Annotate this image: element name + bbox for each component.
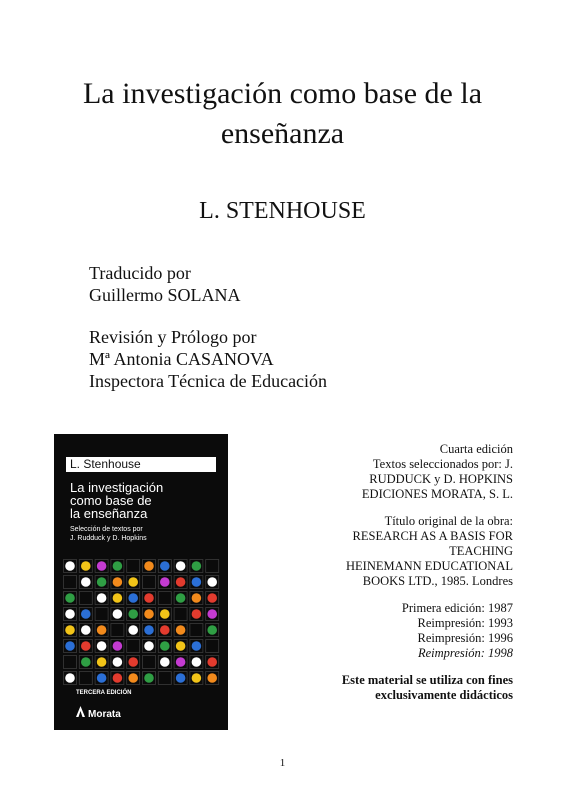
cover-dot (176, 593, 186, 603)
page-title (40, 74, 525, 154)
cover-dot (176, 673, 186, 683)
selected-by-line-2: RUDDUCK y D. HOPKINS (369, 472, 513, 486)
cover-dot (81, 609, 91, 619)
cover-publisher (76, 706, 121, 720)
cover-dot (81, 625, 91, 635)
cover-title (70, 481, 220, 520)
cover-dot (113, 641, 123, 651)
cover-dot (160, 561, 170, 571)
original-publisher-line-1: HEINEMANN EDUCATIONAL (346, 559, 513, 573)
cover-edition: TERCERA EDICIÓN (76, 690, 132, 696)
translation-credit (89, 262, 327, 306)
cover-dot (97, 593, 107, 603)
cover-dot (128, 609, 138, 619)
cover-dot (192, 593, 202, 603)
cover-dot (113, 593, 123, 603)
title-line-1: La investigación como base de la (82, 77, 483, 110)
cover-dot (192, 561, 202, 571)
cover-dot (160, 641, 170, 651)
cover-dot (176, 577, 186, 587)
edition-block (273, 442, 513, 502)
cover-dot (207, 577, 217, 587)
cover-dot (192, 657, 202, 667)
cover-dot (97, 561, 107, 571)
cover-dot (160, 577, 170, 587)
cover-dot (192, 673, 202, 683)
printing-history-item: Reimpresión: 1996 (417, 631, 513, 645)
page-number: 1 (279, 757, 286, 769)
translation-label: Traducido por (89, 263, 191, 283)
original-title-block (273, 514, 513, 589)
cover-dot (207, 657, 217, 667)
usage-note-line-1: Este material se utiliza con fines (341, 673, 513, 687)
cover-dot (65, 609, 75, 619)
original-title-line-2: TEACHING (449, 544, 513, 558)
cover-publisher-name: Morata (88, 709, 121, 720)
credits (89, 262, 327, 412)
edition-label: Cuarta edición (439, 442, 513, 456)
cover-dot (192, 609, 202, 619)
revision-label: Revisión y Prólogo por (89, 327, 257, 347)
cover-dot (144, 641, 154, 651)
cover-dot (160, 657, 170, 667)
cover-dot (81, 577, 91, 587)
cover-dot (176, 641, 186, 651)
cover-subtitle (70, 525, 220, 543)
cover-dot (113, 657, 123, 667)
cover-dot (65, 641, 75, 651)
author-name: L. STENHOUSE (199, 198, 366, 224)
usage-note-line-2: exclusivamente didácticos (375, 688, 513, 702)
cover-subtitle-line-1: Selección de textos por (70, 526, 143, 533)
translator-name: Guillermo SOLANA (89, 285, 241, 305)
cover-subtitle-line-2: J. Rudduck y D. Hopkins (70, 535, 147, 542)
cover-dot (97, 673, 107, 683)
cover-dot (176, 625, 186, 635)
cover-dot (65, 561, 75, 571)
cover-dot (192, 577, 202, 587)
cover-dot (160, 609, 170, 619)
cover-title-line-2: como base de (70, 493, 152, 508)
original-publisher-line-2: BOOKS LTD., 1985. Londres (362, 574, 513, 588)
edition-info (273, 442, 513, 715)
cover-dot (192, 641, 202, 651)
cover-dot (207, 673, 217, 683)
cover-dot (207, 625, 217, 635)
cover-dot (207, 609, 217, 619)
cover-dot (176, 561, 186, 571)
cover-dot (160, 625, 170, 635)
cover-dot (97, 625, 107, 635)
cover-dot (144, 673, 154, 683)
cover-title-line-1: La investigación (70, 480, 164, 495)
cover-dot (207, 593, 217, 603)
cover-dot (144, 593, 154, 603)
cover-dot (128, 593, 138, 603)
selected-by-line-1: Textos seleccionados por: J. (372, 457, 513, 471)
cover-dot (113, 577, 123, 587)
cover-title-line-3: la enseñanza (70, 506, 148, 521)
cover-dot (144, 625, 154, 635)
reviser-role: Inspectora Técnica de Educación (89, 371, 328, 391)
cover-dot (81, 641, 91, 651)
title-line-2: enseñanza (220, 117, 345, 150)
original-title-label: Título original de la obra: (384, 514, 513, 528)
cover-dot (128, 657, 138, 667)
cover-dot (97, 657, 107, 667)
cover-dot (97, 577, 107, 587)
printing-history-item: Primera edición: 1987 (401, 601, 513, 615)
printing-history-item: Reimpresión: 1993 (417, 616, 513, 630)
revision-credit (89, 326, 327, 392)
cover-dot (128, 625, 138, 635)
cover-dot (113, 609, 123, 619)
cover-dot (144, 561, 154, 571)
cover-dot (113, 673, 123, 683)
cover-dot (128, 577, 138, 587)
cover-dot (65, 593, 75, 603)
original-title-line-1: RESEARCH AS A BASIS FOR (352, 529, 513, 543)
reviser-name: Mª Antonia CASANOVA (89, 349, 274, 369)
printing-history (273, 601, 513, 661)
cover-dot (144, 609, 154, 619)
edition-publisher: EDICIONES MORATA, S. L. (361, 487, 513, 501)
cover-dot-grid (62, 558, 220, 686)
cover-dot (65, 673, 75, 683)
cover-dot (113, 561, 123, 571)
book-cover-image (54, 434, 228, 730)
cover-dot (176, 657, 186, 667)
cover-dot (65, 625, 75, 635)
publisher-logo-icon (76, 706, 85, 717)
usage-note (273, 673, 513, 703)
printing-history-item: Reimpresión: 1998 (417, 646, 513, 660)
cover-dot (81, 657, 91, 667)
cover-author: L. Stenhouse (66, 457, 216, 472)
cover-dot (97, 641, 107, 651)
cover-dot (81, 561, 91, 571)
cover-dot (128, 673, 138, 683)
